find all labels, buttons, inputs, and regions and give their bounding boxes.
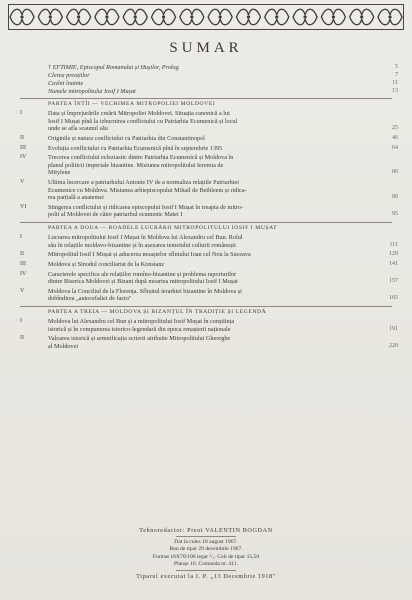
toc-page-number: 191 (389, 325, 398, 332)
toc-page-number: 90 (392, 194, 398, 201)
toc-page-number: 111 (389, 241, 398, 248)
part-heading: PARTEA ÎNTÎI — VECHIMEA MITROPOLIEI MOLDOVEI (48, 101, 216, 107)
chapter-number: III (20, 261, 26, 267)
part-heading: PARTEA A TREIA — MOLDOVA ȘI BIZANȚUL ÎN TRADIȚIE ȘI LEGENDĂ (48, 309, 267, 315)
chapter-number: V (20, 179, 25, 185)
chapter-title-line: Evoluția conflictului cu Patriarhia Ecumenică pînă în septembrie 1395 (48, 144, 223, 152)
toc-page-number: 80 (392, 169, 398, 176)
toc-page-number: 141 (389, 261, 398, 267)
toc-page-number: 95 (392, 211, 398, 218)
toc-front-item-text: † EFTIMIE, Episcopul Romanului și Hușilor, Prolog (48, 64, 179, 71)
chapter-title-line: Iosif I Mușat pînă la izbucnirea conflictului cu Patriarhia Ecumenică și locul (48, 117, 238, 125)
toc-page-number: 46 (392, 135, 398, 141)
imprint-line: Bun de tipar 29 decembrie 1967. (169, 546, 243, 553)
chapter-title-line: polit al Moldovei de către patriarhul ecumenic Matei I (48, 211, 183, 219)
chapter-title-line: Data și împrejurările creării Mitropoliei Moldovei. Situația canonică a lui (48, 110, 230, 118)
toc-page-number: 165 (389, 295, 398, 302)
imprint-line: Planșe 16. Comanda nr. 411. (174, 561, 238, 568)
chapter-number: VI (20, 203, 27, 210)
chapter-title-line: Ultima încercare a patriarhului Antonie IV de a normaliza relațiile Patriarhiei (48, 179, 239, 186)
chapter-title-line: Caracterele specifice ale relațiilor romîno-bizantine și problema raporturilor (48, 270, 237, 278)
toc-page-number: 7 (395, 72, 398, 78)
page-title: SUMAR (169, 40, 243, 56)
chapter-title-line: planul politicii imperiale bizantine. Misiunea mitropolitului Ieremia de (48, 161, 224, 169)
toc-page-number: 5 (395, 64, 398, 70)
chapter-title-line: Valoarea istorică și semnificația scrierii atribuite Mitropolitului Gheorghe (48, 335, 231, 343)
toc-front-item-text: Clerea preoțiilor (48, 72, 90, 79)
toc-page-number: 11 (392, 80, 398, 86)
printer-credit: Tiparul executat la I. P. „13 Decembrie 1918" (136, 572, 276, 580)
toc-front-item-text: Cuvînt înainte (48, 80, 84, 87)
chapter-title-line: Trecerea conflictului ecleziastic dintre Patriarhia Ecumenică și Moldova în (48, 154, 234, 162)
chapter-title-line: Mitropolitul Iosif I Mușat și aducerea moaștelor sfîntului Ioan cel Nou la Suceava (48, 251, 251, 259)
footer-divider (176, 570, 236, 571)
chapter-number: I (20, 110, 22, 117)
chapter-title-line: rea parțială a anatemei (48, 194, 104, 202)
section-divider (20, 98, 392, 99)
chapter-number: V (20, 287, 25, 294)
imprint-line: Format 16X70/100 legat ¹/₁. Coli de tipar 15,50 (152, 553, 260, 560)
section-divider (20, 222, 392, 223)
chapter-number: I (20, 318, 22, 325)
chapter-number: III (20, 144, 26, 151)
chapter-title-line: Moldova lui Alexandru cel Bun și a mitropolitului Iosif Mușat în conștiința (48, 318, 235, 326)
chapter-title-line: Ecumenice cu Moldova. Misiunea arhiepiscopului Mihail de Bethleem și ridica- (48, 186, 247, 194)
chapter-title-line: Originile și natura conflictului cu Patriarhia din Constantinopol (48, 135, 205, 142)
chapter-title-line: său în relațiile moldavo-bizantine și în așezarea temeiului culturii românești (48, 241, 236, 249)
chapter-title-line: Mitylene (48, 169, 71, 177)
chapter-title-line: unde se afla scaunul său (48, 125, 108, 133)
chapter-title-line: Lucrarea mitropolitului Iosif I Mușat în Moldova lui Alexandru cel Bun. Rolul (48, 234, 243, 242)
toc-page-number: 64 (392, 144, 398, 151)
toc-page-number: 13 (392, 88, 398, 94)
chapter-title-line: istorică și în compunerea istorico-legendară din epoca renașterii naționale (48, 325, 231, 333)
toc-page-number: 25 (392, 125, 398, 132)
chapter-number: II (20, 251, 24, 258)
chapter-number: I (20, 234, 22, 241)
toc-page-number: 220 (389, 343, 398, 349)
chapter-number: IV (20, 270, 27, 277)
chapter-number: II (20, 335, 24, 342)
section-divider (20, 306, 392, 307)
footer-divider (176, 536, 236, 537)
editor-credit: Tehnoredactor: Preot VALENTIN BOGDAN (139, 527, 273, 534)
part-heading: PARTEA A DOUA — ROADELE LUCRĂRII MITROPOLITULUI IOSIF I MUȘAT (48, 225, 278, 231)
chapter-title-line: dintre Biserica Moldovei și Bizanț după moartea mitropolitului Iosif I Mușat (48, 278, 238, 286)
toc-front-item-text: Numele mitropolitului Iosif I Mușat (48, 88, 136, 95)
chapter-number: IV (20, 154, 27, 161)
chapter-title-line: dobîndirea „autocefaliei de facto" (48, 295, 132, 303)
imprint-line: Dat la cules 10 august 1967. (174, 539, 238, 545)
toc-page-number: 157 (389, 278, 398, 285)
chapter-number: II (20, 135, 24, 141)
toc-page-number: 129 (389, 251, 398, 258)
chapter-title-line: al Moldovei (48, 343, 79, 350)
chapter-title-line: Stingerea conflictului și ridicarea episcopului Iosif I Mușat în treapta de mitro- (48, 203, 244, 211)
chapter-title-line: Moldova și Sinodul conciliarist de la Konstanz (48, 261, 165, 268)
chapter-title-line: Moldova la Conciliul de la Florența. Sfîrșitul ierarhiei bizantine în Moldova și (48, 287, 242, 295)
